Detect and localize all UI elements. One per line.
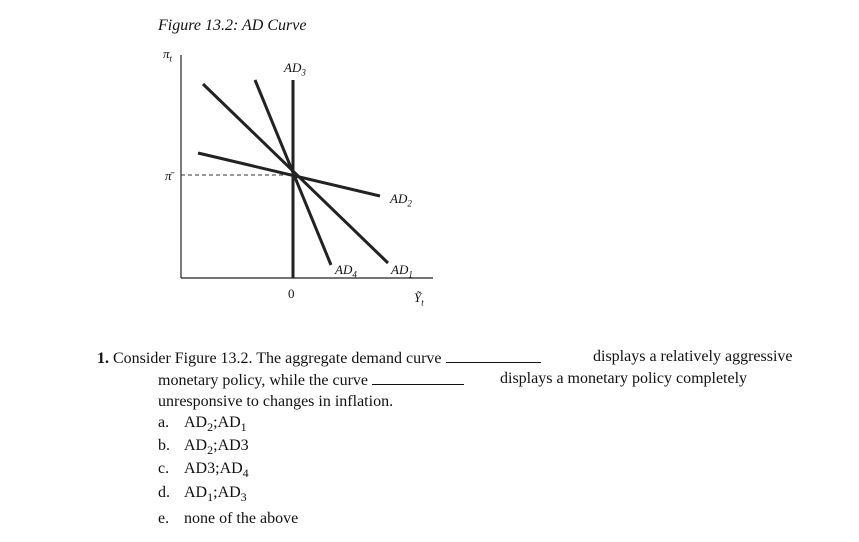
option-letter: d. [158,484,170,501]
blank-2 [372,383,464,385]
pi-bar-label: π̄ [165,168,172,183]
y-axis-label: $\pi_t$ [163,46,173,64]
origin-label: 0 [288,286,295,301]
question-text-1b: displays a relatively aggressive [593,348,793,365]
ad2-label: $AD_2$ [390,191,412,209]
figure-title: Figure 13.2: AD Curve [158,17,307,34]
option-a[interactable]: a. $AD_2;AD_1$ [158,414,247,435]
ad4-label: $AD_4$ [335,262,357,280]
option-c[interactable]: c. $AD3;AD_4$ [158,460,249,481]
option-b[interactable]: b. $AD_2;AD3$ [158,437,249,458]
question-number: 1. [97,350,109,367]
x-axis-label: Ỹ$_t$ [414,290,424,308]
ad3-label: $AD_3$ [284,60,306,78]
question-line-2 [158,372,464,390]
question-text-2b: displays a monetary policy completely [500,370,748,387]
ad1-curve [203,84,388,263]
option-letter: c. [158,460,170,477]
question-line-1 [97,350,541,368]
option-letter: b. [158,437,170,454]
option-letter: a. [158,414,170,431]
question-text-2a: monetary policy, while the curve [158,372,368,389]
question-text-1a: Consider Figure 13.2. The aggregate demand curve [113,350,442,367]
option-d[interactable]: d. $AD_1;AD_3$ [158,484,247,505]
blank-1 [446,361,541,363]
question-line-3: unresponsive to changes in inflation. [158,393,394,410]
option-letter: e. [158,510,170,527]
ad1-label: $AD_1$ [391,262,413,280]
option-e[interactable]: e. none of the above [158,510,299,527]
